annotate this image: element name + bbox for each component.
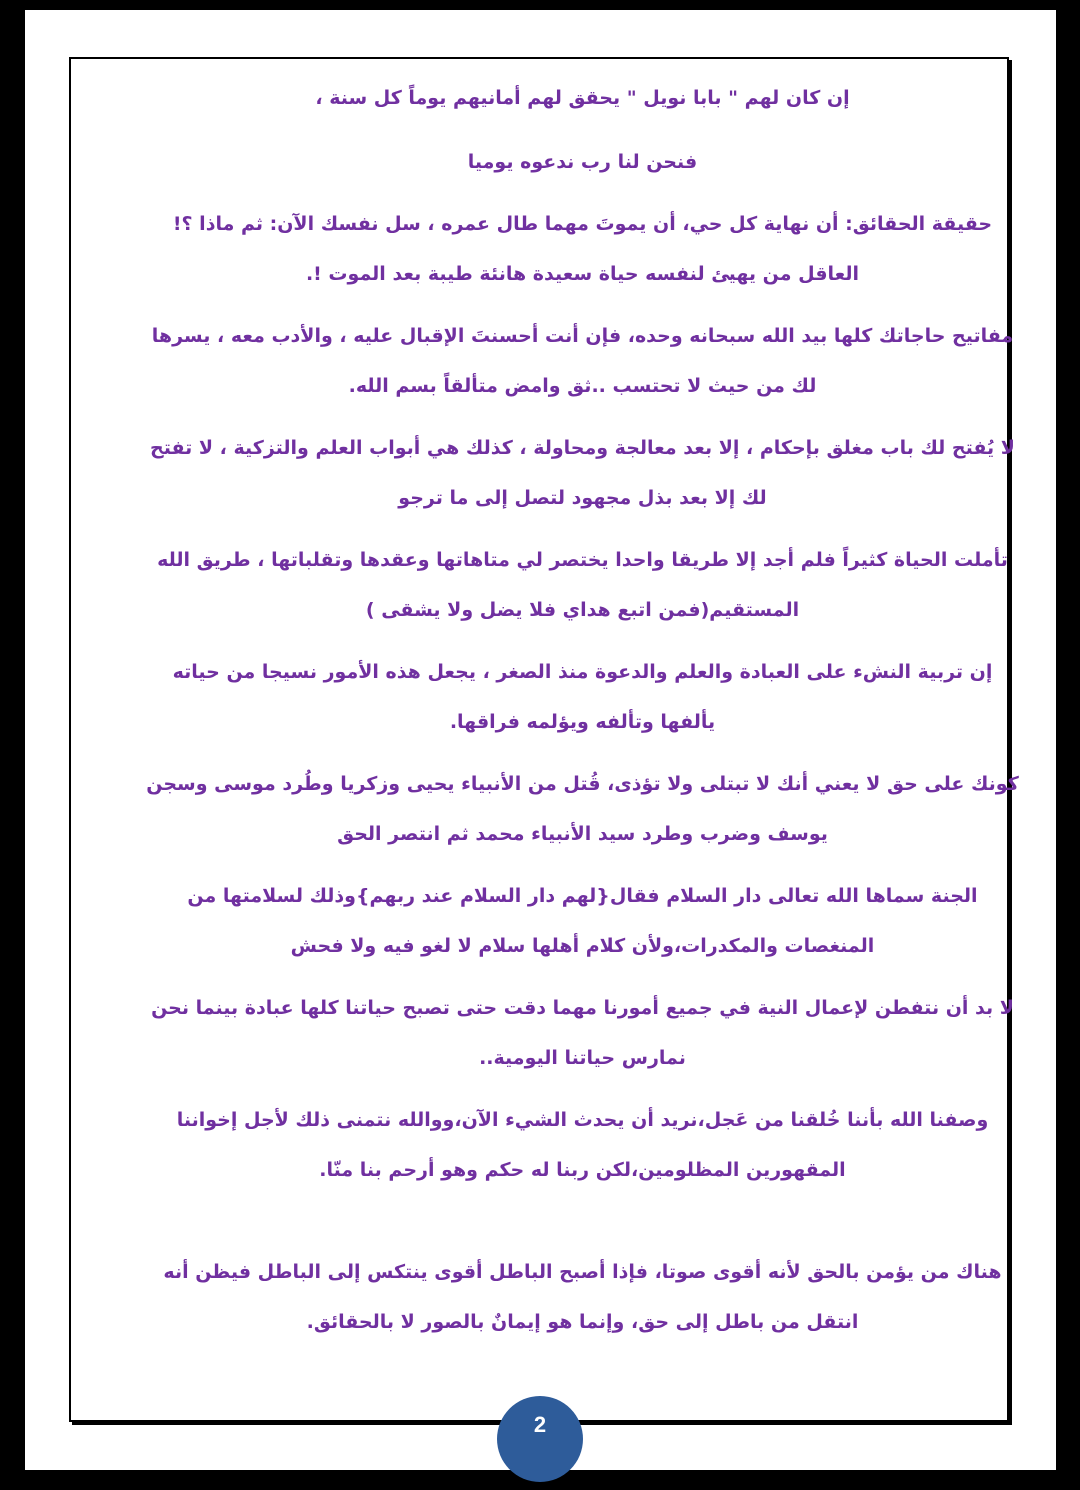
paragraph-7: إن تربية النشء على العبادة والعلم والدعوة منذ الصغر ، يجعل هذه الأمور نسيجا من حياته يألفها وتألفه ويؤلمه فراقها. — [172, 661, 993, 733]
page-sheet — [25, 10, 1056, 1470]
paragraph-8: كونك على حق لا يعني أنك لا تبتلى ولا تؤذى، قُتل من الأنبياء يحيى وزكريا وطُرد موسى وسجن يوسف وضرب وطرد سيد الأنبياء محمد ثم انتصر الحق — [146, 773, 1019, 845]
paragraph-6: تأملت الحياة كثيراً فلم أجد إلا طريقا واحدا يختصر لي متاهاتها وعقدها وتقلباتها ، طريق الله المستقيم(فمن اتبع هداي فلا يضل ولا يشقى ) — [157, 549, 1008, 621]
paragraph-10: لا بد أن نتفطن لإعمال النية في جميع أمورنا مهما دقت حتى تصبح حياتنا كلها عبادة بينما نحن نمارس حياتنا اليومية.. — [151, 997, 1014, 1069]
paragraph-11: وصفنا الله بأننا خُلقنا من عَجل،نريد أن يحدث الشيء الآن،ووالله نتمنى ذلك لأجل إخواننا المقهورين المظلومين،لكن ربنا له حكم وهو أرحم بنا منّا. — [176, 1109, 989, 1181]
paragraph-9: الجنة سماها الله تعالى دار السلام فقال{لهم دار السلام عند ربهم}وذلك لسلامتها من المنغصات والمكدرات،ولأن كلام أهلها سلام لا لغو فيه ولا فحش — [187, 885, 978, 957]
page-number-badge — [497, 1396, 583, 1482]
paragraph-1: إن كان لهم " بابا نويل " يحقق لهم أمانيهم يوماً كل سنة ، — [315, 87, 850, 109]
paragraph-3: حقيقة الحقائق: أن نهاية كل حي، أن يموتَ مهما طال عمره ، سل نفسك الآن: ثم ماذا ؟! العاقل من يهيئ لنفسه حياة سعيدة هانئة طيبة بعد الموت !. — [172, 213, 993, 285]
quotes-content — [145, 73, 1020, 1359]
paragraph-5: لا يُفتح لك باب مغلق بإحكام ، إلا بعد معالجة ومحاولة ، كذلك هي أبواب العلم والتزكية ، لا تفتح لك إلا بعد بذل مجهود لتصل إلى ما ترجو — [150, 437, 1015, 509]
paragraph-12: هناك من يؤمن بالحق لأنه أقوى صوتا، فإذا أصبح الباطل أقوى ينتكس إلى الباطل فيظن أنه انتقل من باطل إلى حق، وإنما هو إيمانٌ بالصور لا بالحقائق. — [163, 1261, 1002, 1333]
paragraph-2: فنحن لنا رب ندعوه يوميا — [467, 151, 698, 173]
paragraph-4: مفاتيح حاجاتك كلها بيد الله سبحانه وحده، فإن أنت أحسنتَ الإقبال عليه ، والأدب معه ، يسرها لك من حيث لا تحتسب ..ثق وامض متألقاً بسم الله. — [151, 325, 1014, 397]
page-number: 2 — [533, 1412, 547, 1437]
